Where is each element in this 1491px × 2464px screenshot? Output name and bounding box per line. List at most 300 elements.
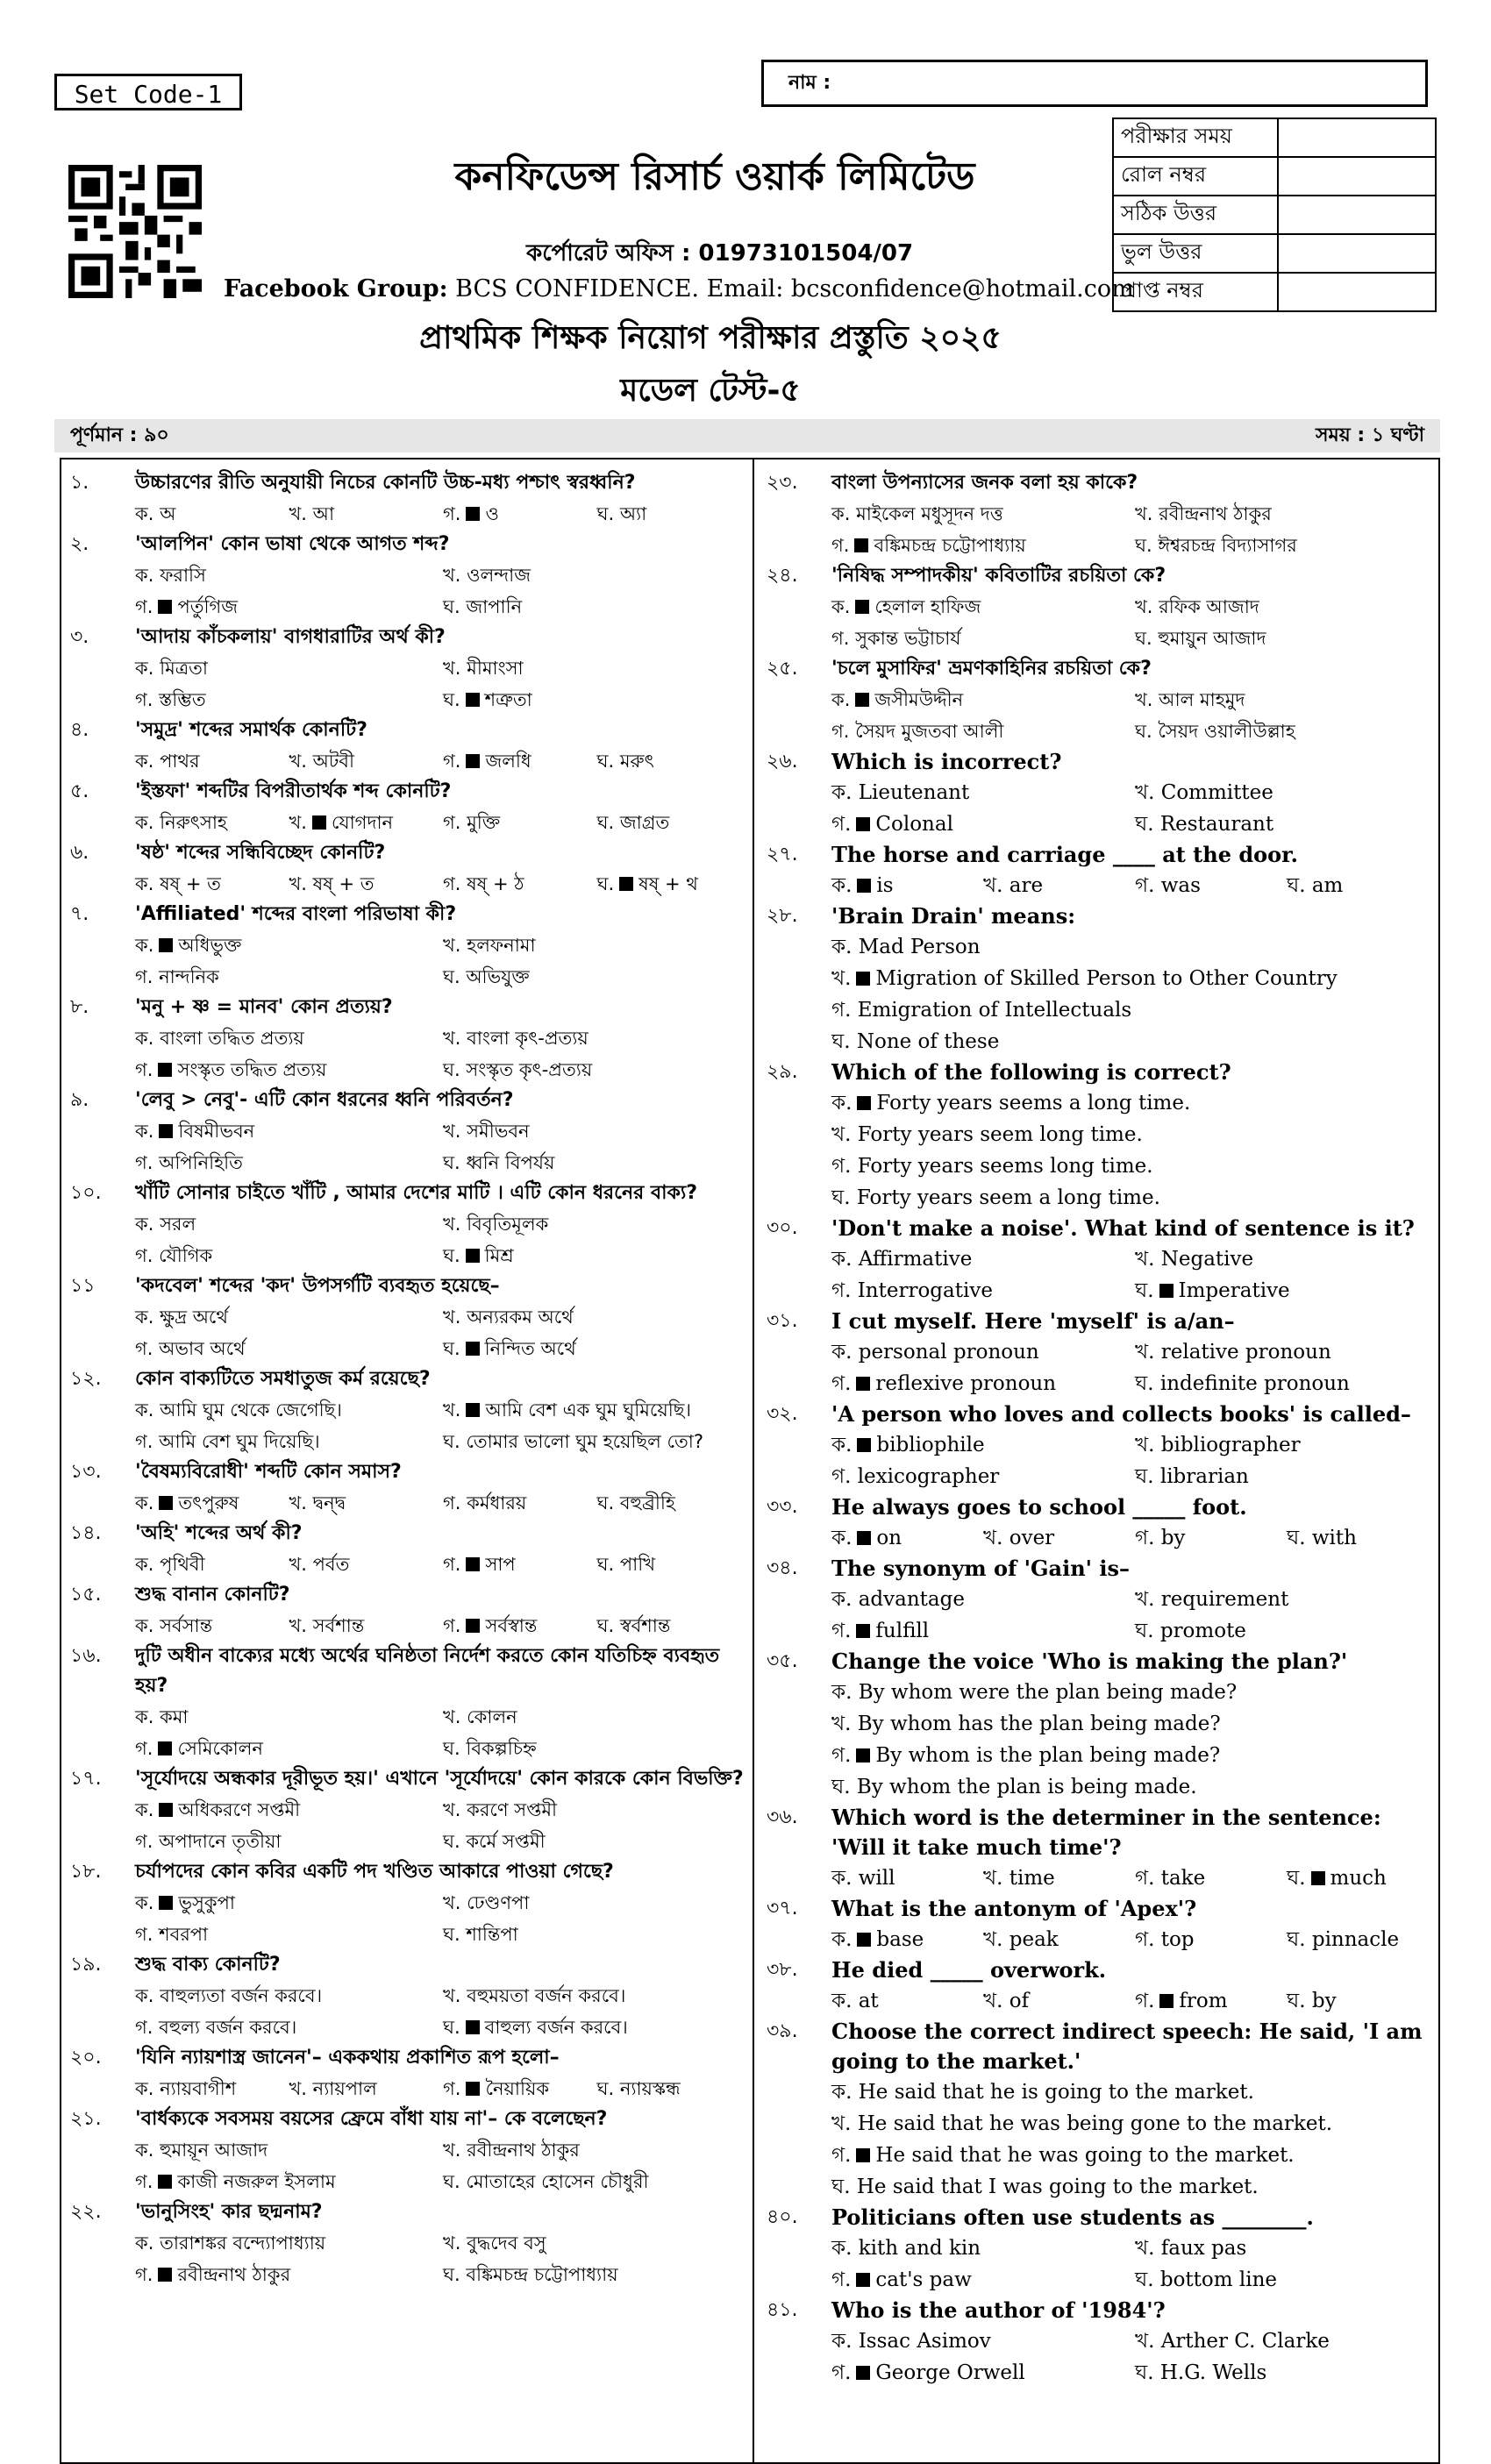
question-number: ৯. [70,1089,89,1111]
question [60,2104,751,2134]
option-prefix: খ. [443,1214,461,1235]
option-text: মরুৎ [619,751,654,772]
answer-option[interactable] [443,1115,751,1147]
answer-option[interactable] [831,1924,983,1955]
question-number: ৭. [70,903,89,925]
answer-option[interactable] [443,807,597,838]
answer-option[interactable] [1287,870,1438,901]
answer-option[interactable] [983,1985,1135,2017]
option-text: top [1160,1928,1195,1951]
answer-option[interactable] [831,870,983,901]
answer-option[interactable] [443,1333,751,1364]
answer-option[interactable] [443,1147,751,1179]
option-text: করণে সপ্তমী [467,1799,558,1820]
question-text: He always goes to school _____ foot. [831,1494,1247,1520]
answer-option[interactable] [443,2012,751,2043]
question [756,1058,1438,1087]
answer-option[interactable] [1135,530,1438,561]
answer-option[interactable] [1135,1924,1287,1955]
option-prefix: খ. [443,1399,461,1421]
answer-option[interactable] [443,1887,751,1919]
option-text: faux pas [1160,2237,1247,2260]
option-text: with [1311,1527,1357,1549]
option-prefix: ক. [135,935,154,956]
question-text: 'ভানুসিংহ' কার ছদ্মনাম? [135,2201,323,2223]
answer-option[interactable] [1287,1985,1438,2017]
answer-option[interactable] [135,929,443,961]
answer-option[interactable] [443,1426,751,1457]
option-text: রবীন্দ্রনাথ ঠাকুর [1159,503,1272,524]
answer-option[interactable] [443,1301,751,1333]
option-list [756,2233,1438,2296]
answer-option[interactable] [443,652,751,684]
option-prefix: গ. [831,2361,852,2384]
answer-option[interactable] [983,870,1135,901]
option-list [60,2134,751,2197]
answer-option[interactable] [597,1610,752,1641]
option-text: pinnacle [1311,1928,1400,1951]
answer-option[interactable] [443,1240,751,1271]
answer-option[interactable] [831,1985,983,2017]
option-text: আ [312,503,335,524]
correct-mark-icon [159,938,173,952]
answer-option[interactable] [831,1584,1135,1615]
option-prefix: খ. [831,1713,852,1735]
set-code-label: Set Code-1 [54,74,242,110]
answer-option[interactable] [443,961,751,993]
question-text: 'মনু + ষ্ণ = মানব' কোন প্রত্যয়? [135,996,393,1018]
answer-option[interactable] [443,1701,751,1733]
option-text: নান্দনিক [159,966,219,987]
question [756,2203,1438,2233]
option-text: He said that I was going to the market. [856,2176,1259,2198]
option-prefix: খ. [1135,689,1153,710]
option-prefix: খ. [1135,2330,1155,2353]
answer-option[interactable] [135,2073,289,2104]
answer-option[interactable] [443,2134,751,2166]
answer-option[interactable] [135,1394,443,1426]
option-text: ন্যায়স্কন্ধ [619,2078,681,2099]
info-value-cell[interactable] [1278,196,1436,234]
answer-option[interactable] [135,2259,443,2290]
answer-option[interactable] [443,1794,751,1826]
option-text: অধিকরণে সপ্তমী [178,1799,301,1820]
answer-option[interactable] [443,1208,751,1240]
answer-option[interactable] [443,868,597,900]
option-text: অ [160,503,176,524]
answer-option[interactable] [135,2012,443,2043]
option-text: George Orwell [875,2361,1025,2384]
answer-option[interactable] [289,745,444,777]
answer-option[interactable] [135,1240,443,1271]
answer-option[interactable] [443,1487,597,1519]
option-text: মুক্তি [467,812,501,833]
correct-mark-icon [856,1748,870,1763]
answer-option[interactable] [1135,1336,1438,1368]
option-prefix: ক. [135,1028,154,1049]
answer-option[interactable] [831,1150,1438,1182]
answer-option[interactable] [983,1924,1135,1955]
answer-option[interactable] [831,1771,1438,1803]
option-prefix: ঘ. [831,1776,851,1798]
option-text: Forty years seem a long time. [856,1186,1160,1209]
answer-option[interactable] [1135,1429,1438,1461]
question [756,840,1438,870]
option-prefix: ক. [831,2237,853,2260]
option-prefix: গ. [831,2144,852,2167]
answer-option[interactable] [831,1243,1135,1275]
answer-option[interactable] [1135,1368,1438,1399]
option-text: He said that he was going to the market. [875,2144,1295,2167]
answer-option[interactable] [831,1461,1135,1492]
answer-option[interactable] [1135,808,1438,840]
name-field[interactable]: নাম : [761,60,1428,107]
answer-option[interactable] [831,1429,1135,1461]
answer-option[interactable] [135,1208,443,1240]
answer-option[interactable] [443,929,751,961]
answer-option[interactable] [135,2166,443,2197]
info-value-cell[interactable] [1278,118,1436,157]
option-prefix: খ. [443,2233,461,2254]
answer-option[interactable] [831,931,1438,963]
answer-option[interactable] [443,1733,751,1764]
answer-option[interactable] [135,1147,443,1179]
option-prefix: খ. [983,1990,1003,2012]
option-prefix: খ. [1135,596,1153,617]
answer-option[interactable] [831,1615,1135,1647]
option-text: জলধি [485,751,531,772]
answer-option[interactable] [135,807,289,838]
answer-option[interactable] [983,1522,1135,1554]
answer-option[interactable] [1135,591,1438,623]
answer-option[interactable] [135,1610,289,1641]
option-text: জসীমউদ্দীন [874,689,964,710]
answer-option[interactable] [443,2073,597,2104]
answer-option[interactable] [597,498,752,530]
option-text: নিরুৎসাহ [160,812,227,833]
option-prefix: ঘ. [596,751,615,772]
option-text: ন্যায়পাল [312,2078,377,2099]
question-text: Change the voice 'Who is making the plan?' [831,1649,1348,1674]
answer-option[interactable] [831,498,1135,530]
option-prefix: খ. [983,874,1003,897]
info-label: ভুল উত্তর [1113,234,1278,273]
answer-option[interactable] [443,745,597,777]
option-list [756,591,1438,654]
answer-option[interactable] [831,2233,1135,2264]
answer-option[interactable] [1135,716,1438,747]
correct-mark-icon [854,538,868,552]
option-list [60,868,751,900]
question-number: ৩৫. [767,1650,798,1672]
answer-option[interactable] [831,1087,1438,1119]
option-prefix: ক. [831,689,851,710]
answer-option[interactable] [135,2227,443,2259]
answer-option[interactable] [135,1333,443,1364]
option-text: সুকান্ত ভট্টাচার্য [855,628,961,649]
answer-option[interactable] [597,1549,752,1580]
answer-option[interactable] [831,623,1135,654]
option-text: দ্বন্দ্ব [312,1492,346,1513]
correct-mark-icon [159,1803,173,1817]
answer-option[interactable] [443,1394,751,1426]
answer-option[interactable] [831,1740,1438,1771]
answer-option[interactable] [1135,1461,1438,1492]
answer-option[interactable] [443,591,751,623]
answer-option[interactable] [597,868,752,900]
option-prefix: ঘ. [831,1030,851,1053]
option-text: শত্রুতা [484,689,532,710]
option-list [60,1794,751,1857]
answer-option[interactable] [1135,1243,1438,1275]
option-prefix: গ. [135,1152,153,1173]
answer-option[interactable] [443,684,751,716]
option-text: বিষমীভবন [178,1121,255,1142]
option-list [756,1087,1438,1214]
answer-option[interactable] [831,1182,1438,1214]
correct-mark-icon [466,2020,480,2034]
answer-option[interactable] [1135,1275,1438,1307]
option-prefix: খ. [983,1867,1003,1890]
answer-option[interactable] [1135,2325,1438,2357]
answer-option[interactable] [289,1549,444,1580]
answer-option[interactable] [1135,684,1438,716]
answer-option[interactable] [831,808,1135,840]
answer-option[interactable] [289,498,444,530]
option-text: Lieutenant [858,781,970,804]
option-prefix: ক. [831,874,853,897]
question [60,1580,751,1610]
answer-option[interactable] [443,1980,751,2012]
option-prefix: ক. [135,2233,154,2254]
answer-option[interactable] [597,1487,752,1519]
answer-option[interactable] [135,2134,443,2166]
answer-option[interactable] [443,2259,751,2290]
question [756,901,1438,931]
answer-option[interactable] [135,1022,443,1054]
question-number: ১৭. [70,1768,102,1790]
info-value-cell[interactable] [1278,273,1436,311]
answer-option[interactable] [135,498,289,530]
answer-option[interactable] [831,1862,983,1894]
answer-option[interactable] [831,2076,1438,2108]
option-prefix: ক. [135,503,154,524]
option-prefix: ঘ. [1287,1990,1306,2012]
answer-option[interactable] [831,1336,1135,1368]
option-text: বহুব্রীহি [619,1492,675,1513]
question [756,1307,1438,1336]
info-value-cell[interactable] [1278,157,1436,196]
answer-option[interactable] [1135,1615,1438,1647]
answer-option[interactable] [135,1733,443,1764]
option-text: স্বর্বশান্ত [619,1615,671,1636]
option-text: সৈয়দ মুজতবা আলী [855,721,1004,742]
option-text: of [1009,1990,1030,2012]
option-prefix: গ. [831,1465,852,1488]
answer-option[interactable] [831,1368,1135,1399]
option-list [60,807,751,838]
option-text: অধিভুক্ত [178,935,242,956]
option-prefix: ঘ. [443,689,460,710]
answer-option[interactable] [831,530,1135,561]
question-number: ৬. [70,842,89,864]
answer-option[interactable] [135,1549,289,1580]
answer-option[interactable] [831,2108,1438,2140]
option-text: base [876,1928,924,1951]
question [756,468,1438,498]
question-text: Politicians often use students as ________. [831,2204,1314,2230]
correct-mark-icon [158,1741,172,1755]
answer-option[interactable] [443,1610,597,1641]
answer-option[interactable] [135,745,289,777]
answer-option[interactable] [289,1610,444,1641]
answer-option[interactable] [1135,1522,1287,1554]
answer-option[interactable] [443,559,751,591]
option-prefix: ঘ. [1287,874,1306,897]
answer-option[interactable] [1287,1522,1438,1554]
answer-option[interactable] [1135,498,1438,530]
answer-option[interactable] [289,868,444,900]
answer-option[interactable] [443,2227,751,2259]
answer-option[interactable] [831,716,1135,747]
option-prefix: ঘ. [596,1615,615,1636]
answer-option[interactable] [289,1487,444,1519]
answer-option[interactable] [1287,1862,1438,1894]
option-prefix: ক. [135,2078,154,2099]
option-prefix: ঘ. [1135,1372,1154,1395]
option-text: অন্যরকম অর্থে [467,1307,574,1328]
question-number: ২৮. [767,905,798,927]
option-text: বঙ্কিমচন্দ্র চট্টোপাধ্যায় [466,2264,618,2285]
answer-option[interactable] [443,498,597,530]
info-label: পরীক্ষার সময় [1113,118,1278,157]
answer-option[interactable] [135,961,443,993]
option-list [60,652,751,716]
answer-option[interactable] [135,868,289,900]
answer-option[interactable] [831,963,1438,994]
answer-option[interactable] [831,2325,1135,2357]
answer-option[interactable] [135,652,443,684]
answer-option[interactable] [1135,1862,1287,1894]
answer-option[interactable] [443,1022,751,1054]
answer-option[interactable] [831,2264,1135,2296]
answer-option[interactable] [831,2140,1438,2171]
option-prefix: ঘ. [443,596,460,617]
option-text: নিন্দিত অর্থে [484,1338,576,1359]
question [60,1641,751,1701]
answer-option[interactable] [597,807,752,838]
answer-option[interactable] [597,745,752,777]
option-prefix: খ. [289,1492,307,1513]
answer-option[interactable] [1135,1584,1438,1615]
answer-option[interactable] [831,1522,983,1554]
option-text: indefinite pronoun [1159,1372,1350,1395]
option-list [60,559,751,623]
answer-option[interactable] [135,1919,443,1950]
answer-option[interactable] [831,684,1135,716]
answer-option[interactable] [1135,1985,1287,2017]
answer-option[interactable] [135,1826,443,1857]
info-value-cell[interactable] [1278,234,1436,273]
answer-option[interactable] [135,1701,443,1733]
answer-option[interactable] [1135,870,1287,901]
answer-option[interactable] [831,1119,1438,1150]
answer-option[interactable] [831,1677,1438,1708]
correct-mark-icon [857,1531,871,1545]
option-text: Negative [1160,1248,1254,1271]
answer-option[interactable] [443,1549,597,1580]
question [756,1399,1438,1429]
answer-option[interactable] [289,2073,444,2104]
answer-option[interactable] [135,1426,443,1457]
answer-option[interactable] [135,1115,443,1147]
correct-mark-icon [1159,1284,1174,1298]
answer-option[interactable] [135,1054,443,1086]
answer-option[interactable] [135,1301,443,1333]
option-text: Affirmative [858,1248,973,1271]
answer-option[interactable] [135,559,443,591]
info-label: রোল নম্বর [1113,157,1278,196]
correct-mark-icon [856,2366,870,2380]
option-text: কর্মে সপ্তমী [466,1831,546,1852]
answer-option[interactable] [831,2357,1135,2389]
answer-option[interactable] [597,2073,752,2104]
answer-option[interactable] [831,1275,1135,1307]
answer-option[interactable] [135,684,443,716]
option-list [60,1701,751,1764]
answer-option[interactable] [1135,2357,1438,2389]
answer-option[interactable] [135,1487,289,1519]
question-number: ৩. [70,626,89,648]
question [60,1857,751,1887]
answer-option[interactable] [1135,777,1438,808]
option-list [60,2227,751,2290]
correct-mark-icon [159,1896,173,1910]
answer-option[interactable] [443,1826,751,1857]
answer-option[interactable] [831,777,1135,808]
option-text: advantage [858,1588,965,1611]
answer-option[interactable] [831,994,1438,1026]
answer-option[interactable] [831,591,1135,623]
answer-option[interactable] [135,591,443,623]
correct-mark-icon [856,2148,870,2162]
question-number: ১২. [70,1368,102,1390]
answer-option[interactable] [443,1919,751,1950]
question-text: The synonym of 'Gain' is– [831,1556,1130,1581]
answer-option[interactable] [831,2171,1438,2203]
question [60,1950,751,1980]
answer-option[interactable] [1135,2264,1438,2296]
exam-time: সময় : ১ ঘণ্টা [1316,424,1424,446]
answer-option[interactable] [135,1887,443,1919]
question [60,1764,751,1794]
answer-option[interactable] [443,1054,751,1086]
question-text: শুদ্ধ বাক্য কোনটি? [135,1954,281,1976]
answer-option[interactable] [135,1794,443,1826]
answer-option[interactable] [831,1026,1438,1058]
answer-option[interactable] [135,1980,443,2012]
answer-option[interactable] [443,2166,751,2197]
facebook-text: BCS CONFIDENCE. Email: bcsconfidence@hotmail.com [447,275,1134,303]
answer-option[interactable] [983,1862,1135,1894]
answer-option[interactable] [289,807,444,838]
option-list [60,1610,751,1641]
answer-option[interactable] [831,1708,1438,1740]
answer-option[interactable] [1135,623,1438,654]
answer-option[interactable] [1287,1924,1438,1955]
answer-option[interactable] [1135,2233,1438,2264]
question-text: 'আদায় কাঁচকলায়' বাগধারাটির অর্থ কী? [135,626,446,648]
